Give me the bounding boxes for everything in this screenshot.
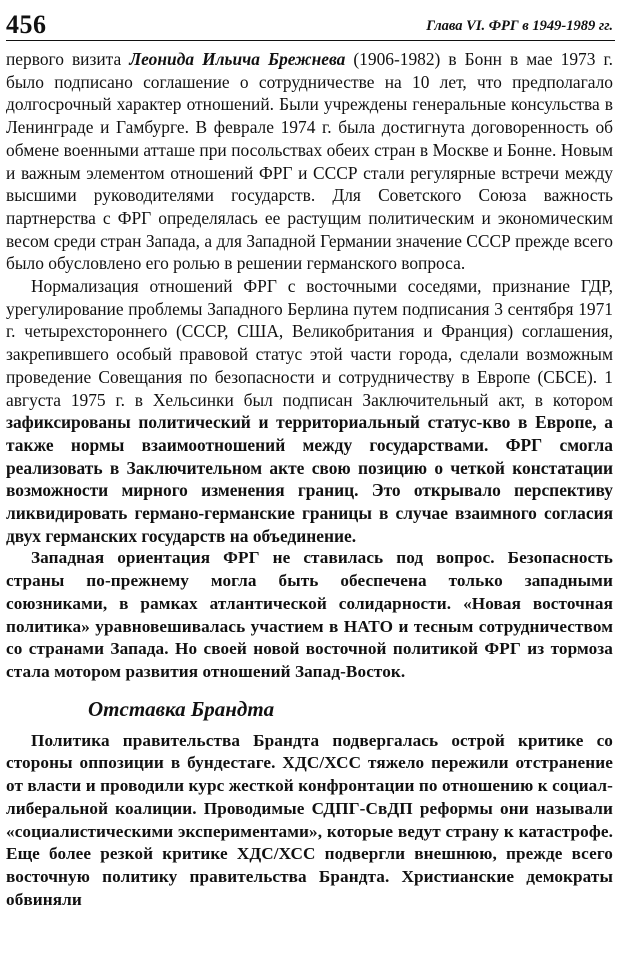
body-text [6,48,613,911]
paragraph-4: Политика правительства Брандта подвергалась острой критике со стороны оппозиции в бундестаге. ХДС/ХСС тяжело пережили отстранение от власти и проводили курс жесткой конфронтации по отношению к социал-либеральной коалиции. Проводимые СДПГ-СвДП реформы они называли «социалистическими экспериментами», которые ведут страну к катастрофе. Еще более резкой критике ХДС/ХСС подвергли внешнюю, прежде всего восточную политику правительства Брандта. Христианские демократы обвиняли [6,730,613,909]
paragraph-3: Западная ориентация ФРГ не ставилась под вопрос. Безопасность страны по-прежнему могла быть обеспечена только западными союзниками, в рамках атлантической солидарности. «Новая восточная политика» уравновешивалась участием в НАТО и тесным сотрудничеством со странами Запада. Но своей новой восточной политикой ФРГ из тормоза стала мотором развития отношений Запад-Восток. [6,548,613,681]
paragraph-2 [6,275,613,547]
paragraph-2-bold-text: зафиксированы политический и территориальный статус-кво в Европе, а также нормы взаимоотношений между государствами. ФРГ смогла реализовать в Заключительном акте свою позицию о четкой констатации возможности мирного изменения границ. Это открывало перспективу ликвидировать германо-германские границы в случае взаимного согласия двух германских государств на объединение. [6,412,613,546]
page-number: 456 [6,10,47,39]
running-head: Глава VI. ФРГ в 1949-1989 гг. [426,18,613,34]
paragraph-1-text: (1906-1982) в Бонн в мае 1973 г. было подписано соглашение о сотрудничестве на 10 лет, что предполагало долгосрочный характер отношений. Были учреждены генеральные консульства в Ленинграде и Гамбурге. В феврале 1974 г. была достигнута договоренность об обмене военными атташе при посольствах обеих стран в Москве и Бонне. Новым и важным элементом отношений ФРГ и СССР стали регулярные встречи между высшими руководителями государств. Для Советского Союза важность партнерства с ФРГ определялась ее растущим политическим и экономическим весом среди стран Запада, а для Западной Германии значение СССР прежде всего было обусловлено его ролью в решении германского вопроса. [6,49,613,274]
paragraph-2-text: Нормализация отношений ФРГ с восточными соседями, признание ГДР, урегулирование проблемы Западного Берлина путем подписания 3 сентября 1971 г. четырехстороннего (СССР, США, Великобритания и Франция) соглашения, закрепившего особый правовой статус этой части города, сделали возможным проведение Совещания по безопасности и сотрудничеству в Европе (СБСЕ). 1 августа 1975 г. в Хельсинки был подписан Заключительный акт, в котором [6,276,613,410]
paragraph-1-lead: первого визита [6,49,130,69]
header-rule [6,40,615,41]
paragraph-1 [6,48,613,275]
person-name-emphasis: Леонида Ильича Брежнева [129,49,346,69]
section-heading: Отставка Брандта [88,696,275,721]
page-header [6,0,613,38]
